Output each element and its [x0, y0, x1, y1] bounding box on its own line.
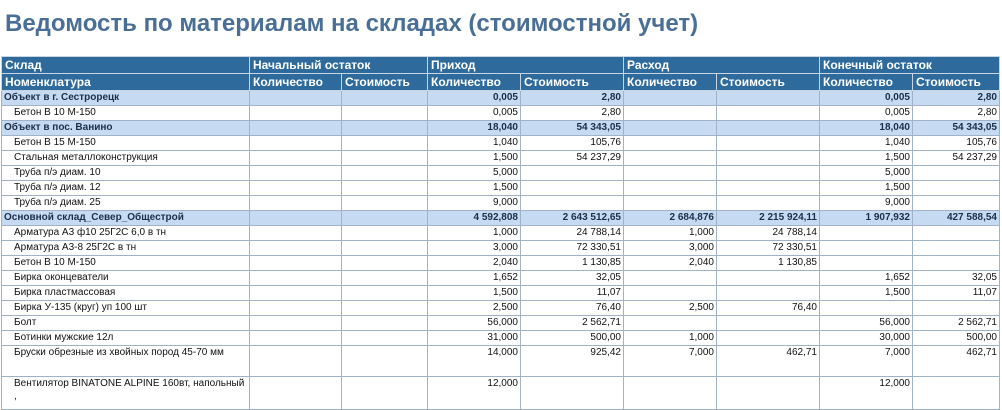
outgo-qty-cell — [624, 316, 717, 331]
start-qty-cell — [250, 301, 342, 316]
start-cost-cell — [342, 106, 428, 121]
start-qty-cell — [250, 166, 342, 181]
end-cost-cell: 11,07 — [913, 286, 1000, 301]
end-cost-cell — [913, 301, 1000, 316]
start-qty-cell — [250, 106, 342, 121]
end-qty-cell: 1,500 — [820, 181, 913, 196]
outgo-qty-cell — [624, 106, 717, 121]
income-cost-cell: 925,42 — [521, 346, 624, 377]
table-row[interactable] — [2, 256, 1000, 271]
table-row[interactable] — [2, 331, 1000, 346]
nomenclature-name: Арматура А3 ф10 25Г2С 6,0 в тн — [2, 226, 250, 241]
header-qty: Количество — [820, 74, 913, 91]
outgo-qty-cell — [624, 121, 717, 136]
nomenclature-name: Бирка оконцеватели — [2, 271, 250, 286]
table-row[interactable] — [2, 301, 1000, 316]
table-row[interactable] — [2, 271, 1000, 286]
table-row[interactable] — [2, 241, 1000, 256]
outgo-qty-cell — [624, 136, 717, 151]
income-qty-cell: 14,000 — [428, 346, 521, 377]
nomenclature-name: Бетон В 10 М-150 — [2, 106, 250, 121]
income-cost-cell — [521, 196, 624, 211]
table-row[interactable] — [2, 166, 1000, 181]
end-cost-cell: 54 237,29 — [913, 151, 1000, 166]
start-qty-cell — [250, 226, 342, 241]
report-body — [2, 91, 1000, 410]
start-qty-cell — [250, 196, 342, 211]
income-cost-cell: 2 562,71 — [521, 316, 624, 331]
warehouse-name: Объект в пос. Ванино — [2, 121, 250, 136]
end-cost-cell: 2 562,71 — [913, 316, 1000, 331]
end-qty-cell: 9,000 — [820, 196, 913, 211]
income-qty-cell: 18,040 — [428, 121, 521, 136]
table-row[interactable] — [2, 316, 1000, 331]
start-cost-cell — [342, 121, 428, 136]
outgo-cost-cell: 24 788,14 — [717, 226, 820, 241]
start-qty-cell — [250, 121, 342, 136]
end-qty-cell: 5,000 — [820, 166, 913, 181]
outgo-qty-cell: 7,000 — [624, 346, 717, 377]
warehouse-name: Объект в г. Сестрорецк — [2, 91, 250, 106]
income-qty-cell: 9,000 — [428, 196, 521, 211]
outgo-qty-cell — [624, 181, 717, 196]
start-cost-cell — [342, 241, 428, 256]
end-qty-cell: 0,005 — [820, 106, 913, 121]
income-qty-cell: 5,000 — [428, 166, 521, 181]
income-qty-cell: 1,500 — [428, 181, 521, 196]
end-cost-cell: 500,00 — [913, 331, 1000, 346]
header-qty: Количество — [250, 74, 342, 91]
income-cost-cell — [521, 181, 624, 196]
end-qty-cell: 1,652 — [820, 271, 913, 286]
end-qty-cell — [820, 256, 913, 271]
outgo-qty-cell — [624, 91, 717, 106]
nomenclature-name: Бирка пластмассовая — [2, 286, 250, 301]
outgo-cost-cell: 72 330,51 — [717, 241, 820, 256]
end-cost-cell — [913, 196, 1000, 211]
start-qty-cell — [250, 151, 342, 166]
income-cost-cell: 11,07 — [521, 286, 624, 301]
end-qty-cell — [820, 241, 913, 256]
outgo-cost-cell — [717, 196, 820, 211]
income-cost-cell: 2,80 — [521, 106, 624, 121]
outgo-qty-cell — [624, 286, 717, 301]
table-row[interactable] — [2, 151, 1000, 166]
income-qty-cell: 2,500 — [428, 301, 521, 316]
start-qty-cell — [250, 256, 342, 271]
end-cost-cell — [913, 256, 1000, 271]
outgo-cost-cell — [717, 136, 820, 151]
end-qty-cell: 1 907,932 — [820, 211, 913, 226]
start-cost-cell — [342, 196, 428, 211]
start-cost-cell — [342, 166, 428, 181]
start-cost-cell — [342, 271, 428, 286]
end-cost-cell: 462,71 — [913, 346, 1000, 377]
end-qty-cell — [820, 226, 913, 241]
end-qty-cell: 1,040 — [820, 136, 913, 151]
income-cost-cell: 76,40 — [521, 301, 624, 316]
nomenclature-name: Вентилятор BINATONE ALPINE 160вт, напольный , — [2, 377, 250, 410]
outgo-qty-cell: 2,500 — [624, 301, 717, 316]
outgo-qty-cell: 2 684,876 — [624, 211, 717, 226]
start-cost-cell — [342, 136, 428, 151]
income-cost-cell: 54 237,29 — [521, 151, 624, 166]
income-qty-cell: 4 592,808 — [428, 211, 521, 226]
income-qty-cell: 56,000 — [428, 316, 521, 331]
end-qty-cell: 1,500 — [820, 151, 913, 166]
materials-report-table — [1, 56, 1000, 410]
income-qty-cell: 1,500 — [428, 151, 521, 166]
header-cost: Стоимость — [913, 74, 1000, 91]
end-qty-cell: 1,500 — [820, 286, 913, 301]
outgo-cost-cell: 1 130,85 — [717, 256, 820, 271]
income-qty-cell: 1,000 — [428, 226, 521, 241]
income-qty-cell: 31,000 — [428, 331, 521, 346]
start-cost-cell — [342, 181, 428, 196]
end-cost-cell: 54 343,05 — [913, 121, 1000, 136]
end-qty-cell: 7,000 — [820, 346, 913, 377]
start-cost-cell — [342, 346, 428, 377]
start-cost-cell — [342, 331, 428, 346]
start-cost-cell — [342, 226, 428, 241]
start-qty-cell — [250, 316, 342, 331]
income-qty-cell: 3,000 — [428, 241, 521, 256]
outgo-cost-cell — [717, 166, 820, 181]
outgo-cost-cell — [717, 121, 820, 136]
header-cost: Стоимость — [717, 74, 820, 91]
nomenclature-name: Бетон В 10 М-150 — [2, 256, 250, 271]
income-qty-cell: 1,652 — [428, 271, 521, 286]
table-row[interactable] — [2, 106, 1000, 121]
income-cost-cell: 32,05 — [521, 271, 624, 286]
start-cost-cell — [342, 211, 428, 226]
start-cost-cell — [342, 91, 428, 106]
start-cost-cell — [342, 301, 428, 316]
end-qty-cell: 12,000 — [820, 377, 913, 410]
end-cost-cell: 2,80 — [913, 91, 1000, 106]
header-group-income: Приход — [428, 57, 624, 74]
table-row[interactable] — [2, 226, 1000, 241]
end-cost-cell — [913, 241, 1000, 256]
nomenclature-name: Стальная металлоконструкция — [2, 151, 250, 166]
header-cost: Стоимость — [521, 74, 624, 91]
header-group-end-balance: Конечный остаток — [820, 57, 1000, 74]
income-qty-cell: 0,005 — [428, 91, 521, 106]
nomenclature-name: Болт — [2, 316, 250, 331]
nomenclature-name: Труба п/э диам. 12 — [2, 181, 250, 196]
start-qty-cell — [250, 271, 342, 286]
income-cost-cell: 2 643 512,65 — [521, 211, 624, 226]
nomenclature-name: Бруски обрезные из хвойных пород 45-70 мм — [2, 346, 250, 377]
start-qty-cell — [250, 136, 342, 151]
outgo-qty-cell — [624, 151, 717, 166]
nomenclature-name: Труба п/э диам. 10 — [2, 166, 250, 181]
end-qty-cell: 30,000 — [820, 331, 913, 346]
warehouse-name: Основной склад_Север_Общестрой — [2, 211, 250, 226]
outgo-qty-cell: 1,000 — [624, 331, 717, 346]
end-cost-cell: 32,05 — [913, 271, 1000, 286]
header-qty: Количество — [428, 74, 521, 91]
warehouse-group-row[interactable] — [2, 121, 1000, 136]
end-cost-cell — [913, 166, 1000, 181]
end-cost-cell: 427 588,54 — [913, 211, 1000, 226]
outgo-cost-cell: 76,40 — [717, 301, 820, 316]
nomenclature-name: Труба п/э диам. 25 — [2, 196, 250, 211]
income-cost-cell: 500,00 — [521, 331, 624, 346]
outgo-cost-cell — [717, 271, 820, 286]
income-qty-cell: 2,040 — [428, 256, 521, 271]
income-cost-cell — [521, 166, 624, 181]
outgo-qty-cell — [624, 271, 717, 286]
table-row[interactable] — [2, 196, 1000, 211]
income-cost-cell: 1 130,85 — [521, 256, 624, 271]
start-cost-cell — [342, 316, 428, 331]
income-cost-cell: 105,76 — [521, 136, 624, 151]
end-cost-cell: 2,80 — [913, 106, 1000, 121]
table-row[interactable] — [2, 136, 1000, 151]
end-qty-cell: 0,005 — [820, 91, 913, 106]
start-cost-cell — [342, 256, 428, 271]
start-cost-cell — [342, 151, 428, 166]
header-group-start-balance: Начальный остаток — [250, 57, 428, 74]
outgo-qty-cell: 2,040 — [624, 256, 717, 271]
end-qty-cell: 18,040 — [820, 121, 913, 136]
start-cost-cell — [342, 286, 428, 301]
nomenclature-name: Бетон В 15 М-150 — [2, 136, 250, 151]
outgo-qty-cell — [624, 166, 717, 181]
outgo-cost-cell — [717, 106, 820, 121]
outgo-cost-cell: 2 215 924,11 — [717, 211, 820, 226]
start-qty-cell — [250, 211, 342, 226]
end-cost-cell: 105,76 — [913, 136, 1000, 151]
income-qty-cell: 1,040 — [428, 136, 521, 151]
outgo-qty-cell: 3,000 — [624, 241, 717, 256]
income-cost-cell: 54 343,05 — [521, 121, 624, 136]
outgo-cost-cell — [717, 331, 820, 346]
header-nomenclature: Номенклатура — [2, 74, 250, 91]
outgo-cost-cell — [717, 286, 820, 301]
table-row[interactable] — [2, 286, 1000, 301]
nomenclature-name: Ботинки мужские 12л — [2, 331, 250, 346]
start-qty-cell — [250, 91, 342, 106]
start-qty-cell — [250, 181, 342, 196]
outgo-cost-cell — [717, 181, 820, 196]
outgo-cost-cell — [717, 151, 820, 166]
end-qty-cell: 56,000 — [820, 316, 913, 331]
income-cost-cell: 24 788,14 — [521, 226, 624, 241]
header-warehouse: Склад — [2, 57, 250, 74]
header-cost: Стоимость — [342, 74, 428, 91]
outgo-cost-cell — [717, 91, 820, 106]
start-qty-cell — [250, 331, 342, 346]
end-cost-cell — [913, 226, 1000, 241]
header-row-groups — [2, 57, 1000, 74]
end-cost-cell — [913, 181, 1000, 196]
outgo-qty-cell: 1,000 — [624, 226, 717, 241]
header-qty: Количество — [624, 74, 717, 91]
outgo-qty-cell — [624, 196, 717, 211]
report-title: Ведомость по материалам на складах (стоимостной учет) — [5, 10, 699, 37]
outgo-cost-cell — [717, 316, 820, 331]
outgo-cost-cell: 462,71 — [717, 346, 820, 377]
income-cost-cell: 72 330,51 — [521, 241, 624, 256]
start-qty-cell — [250, 241, 342, 256]
header-row-columns — [2, 74, 1000, 91]
start-qty-cell — [250, 346, 342, 377]
table-row[interactable] — [2, 346, 1000, 377]
nomenclature-name: Арматура А3-8 25Г2С в тн — [2, 241, 250, 256]
start-qty-cell — [250, 286, 342, 301]
income-qty-cell: 12,000 — [428, 377, 521, 410]
warehouse-group-row[interactable] — [2, 91, 1000, 106]
header-group-outgo: Расход — [624, 57, 820, 74]
warehouse-group-row[interactable] — [2, 211, 1000, 226]
table-row[interactable] — [2, 181, 1000, 196]
income-cost-cell: 2,80 — [521, 91, 624, 106]
income-qty-cell: 1,500 — [428, 286, 521, 301]
end-qty-cell — [820, 301, 913, 316]
nomenclature-name: Бирка У-135 (круг) уп 100 шт — [2, 301, 250, 316]
income-qty-cell: 0,005 — [428, 106, 521, 121]
